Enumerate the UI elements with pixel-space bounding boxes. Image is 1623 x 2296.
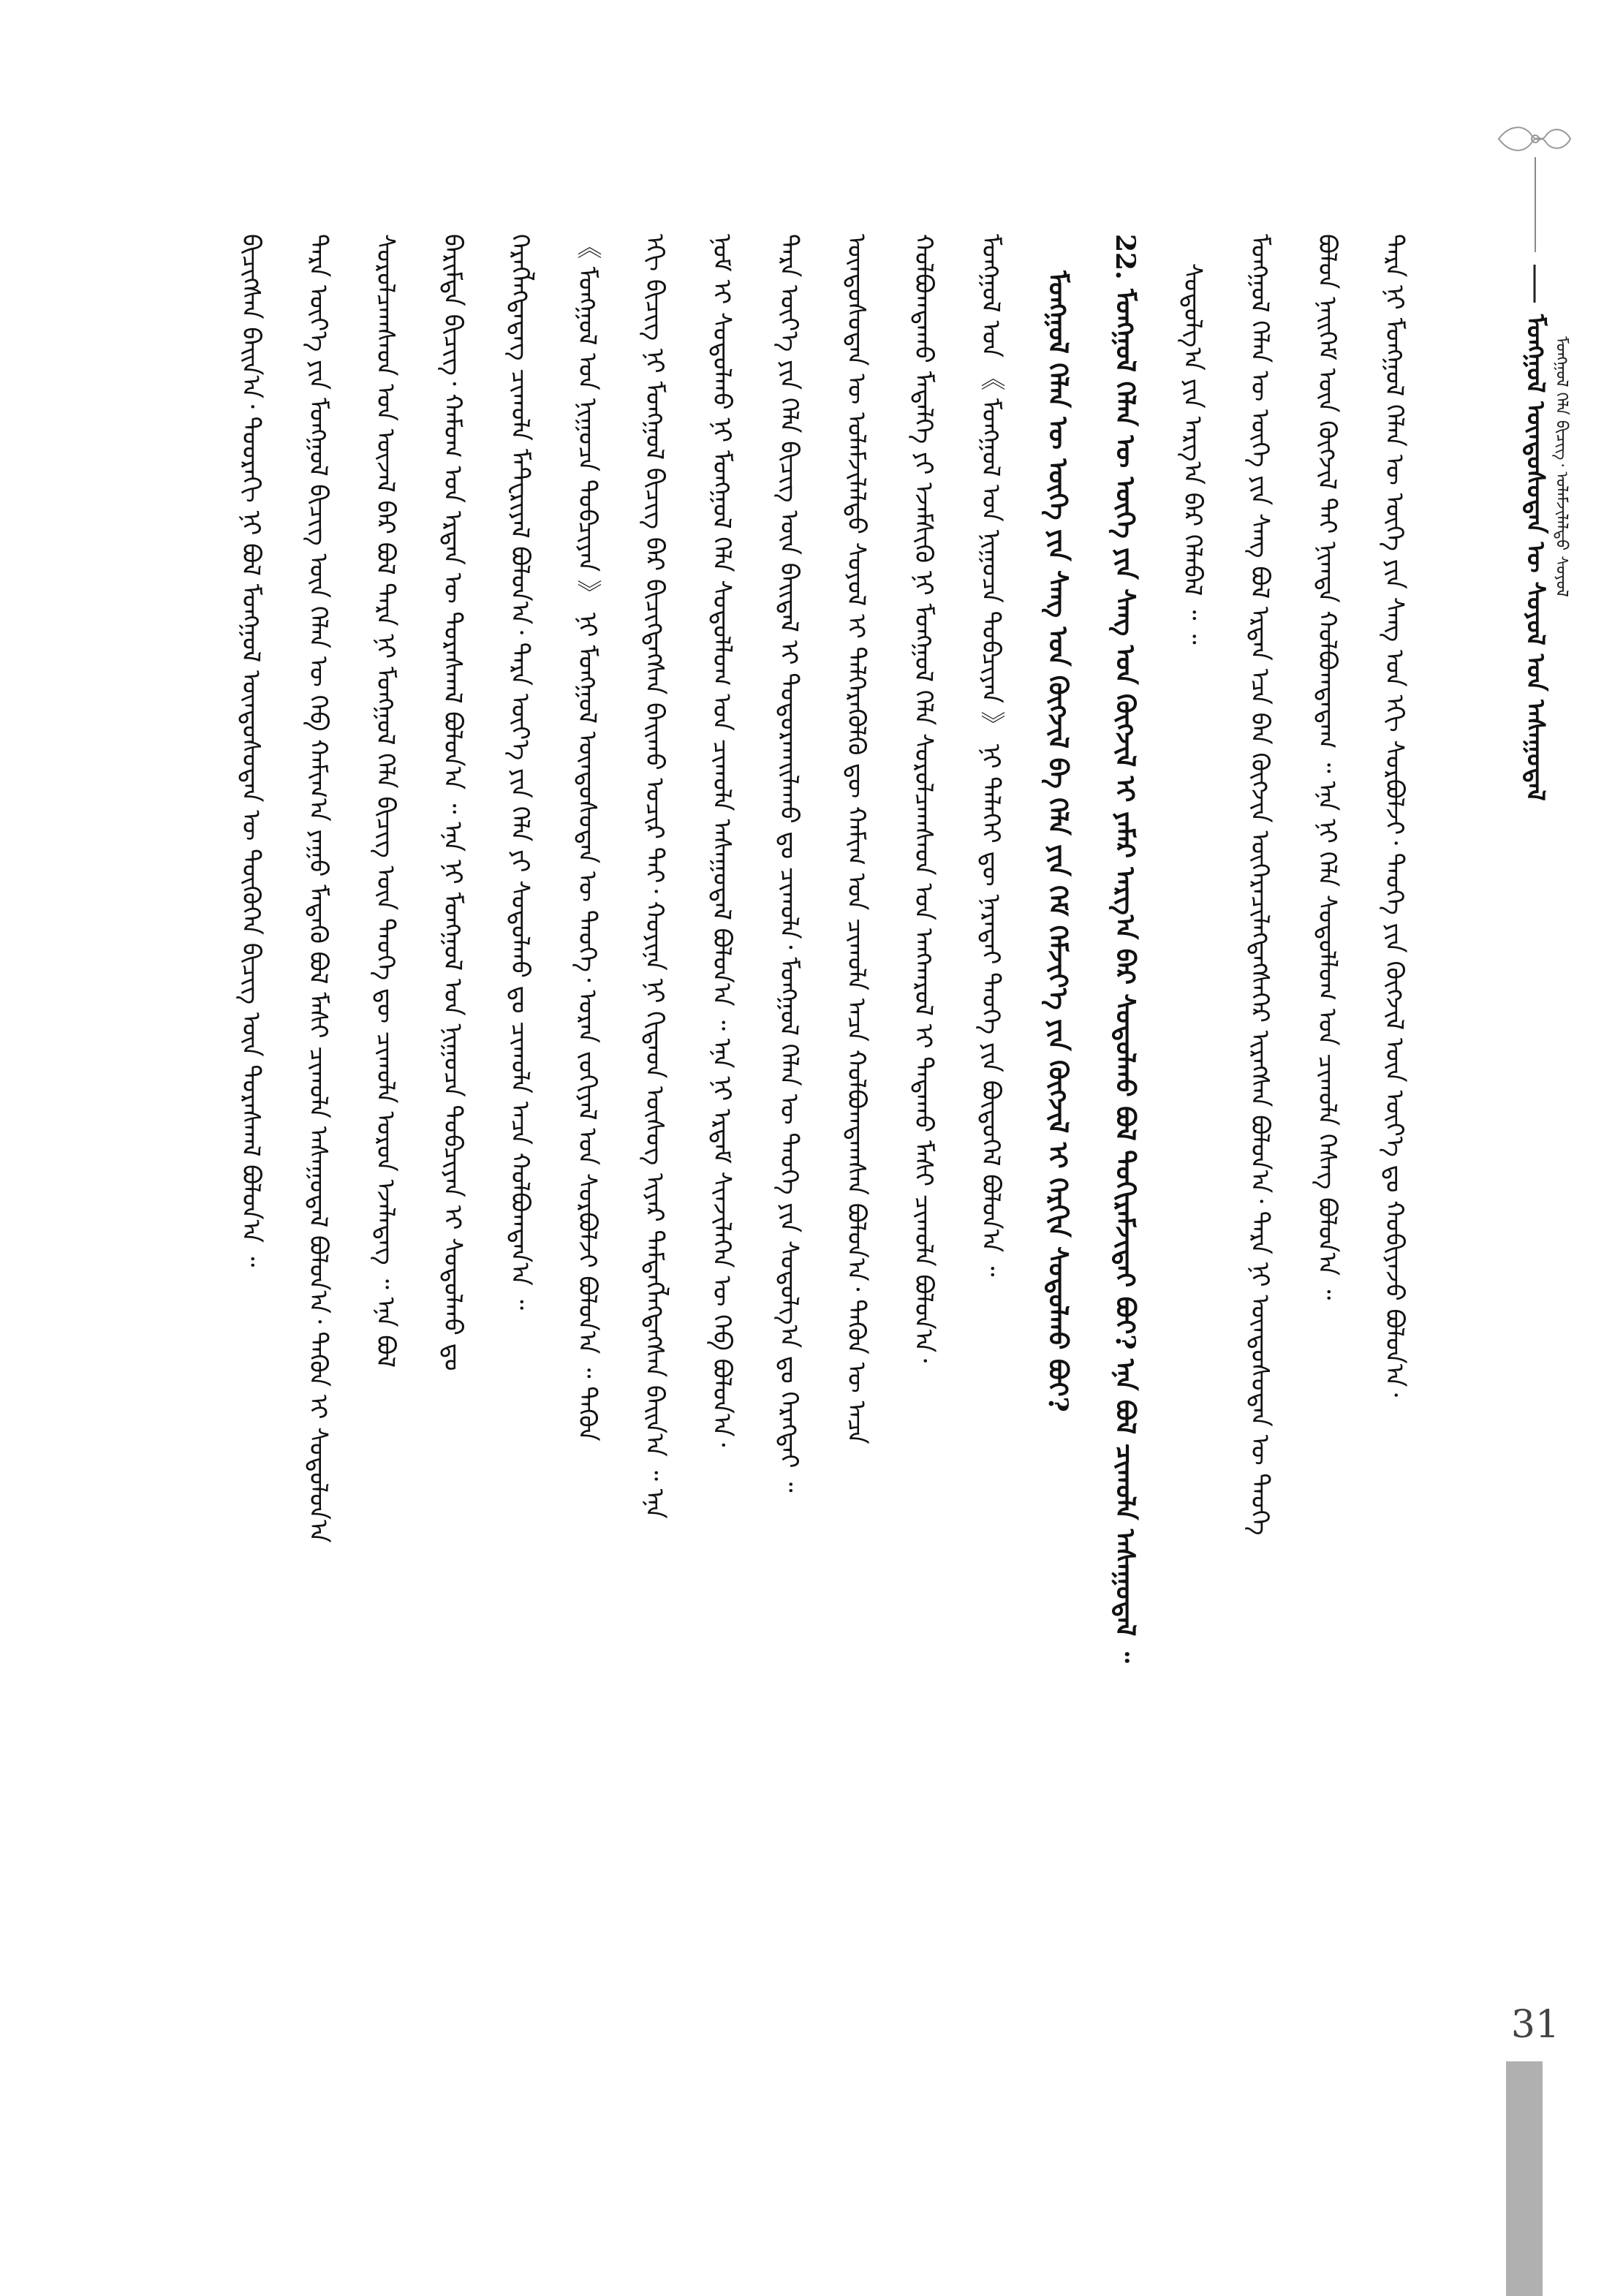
text-column: ᠲᠡᠷᠡ ᠨᠢ ᠮᠣᠩᠭᠣᠯ ᠬᠡᠯᠡᠨ ᠦ ᠦᠭᠡ ᠶᠢᠨ ᠰᠠᠩ ᠤᠨ ᠡᠬᠢ ᠰᠤᠷᠪᠤᠯᠵᠢ᠂ ᠲᠡᠦᠬᠡ ᠶᠢᠨ ᠬᠦᠭᠵᠢᠯ ᠦᠨ ᠦᠶ᠎ᠡ ᠳᠤ ᠬᠤᠪᠢᠶᠠᠵᠤ ᠪᠣᠯᠤᠨ᠎ᠠ᠂ bbox=[1380, 234, 1409, 1398]
text-column: ᠲᠡᠷᠡ ᠦᠶ᠎ᠡ ᠶᠢᠨ ᠬᠡᠯᠡ ᠪᠢᠴᠢᠭ ᠦᠨ ᠪᠠᠢᠳᠠᠯ ᠢ ᠲᠣᠳᠣᠷᠬᠠᠢᠯᠠᠬᠤ ᠳᠤ ᠴᠢᠬᠤᠯᠠ᠂ ᠮᠣᠩᠭᠣᠯ ᠬᠡᠯᠡᠨ ᠦ ᠲᠡᠦᠬᠡ ᠶᠢᠨ ᠰᠤᠳᠤᠯᠭ᠎ᠠ ᠳᠤ ᠬᠡᠷᠡᠭᠲᠡᠢ ᠃ bbox=[774, 234, 803, 1493]
text-column: ᠮᠣᠩᠭᠣᠯ ᠤᠨ 《 ᠮᠣᠩᠭᠣᠯ ᠤᠨ ᠨᠢᠭᠤᠴᠠ ᠲᠣᠪᠴᠢᠶᠠᠨ 》 ᠨᠢ ᠳᠡᠯᠡᠬᠡᠢ ᠳᠦ ᠨᠡᠷᠡᠲᠡᠢ ᠲᠡᠦᠬᠡ ᠶᠢᠨ ᠪᠦᠲᠦᠭᠡᠯ ᠪᠣᠯᠤᠨ᠎ᠠ ᠃ bbox=[976, 234, 1005, 1277]
text-column: ᠪᠢᠴᠢᠭᠰᠡᠨ ᠪᠠᠢᠨ᠎ᠠ᠂ ᠳᠣᠣᠷᠠᠬᠢ ᠨᠢ ᠪᠣᠯ ᠮᠣᠩᠭᠣᠯ ᠦᠨᠳᠦᠰᠦᠲᠡᠨ ᠦ ᠲᠦᠭᠦᠬᠡᠨ ᠪᠢᠴᠢᠭ ᠦᠨ ᠳᠤᠷᠠᠰᠬᠠᠯ ᠪᠣᠯᠤᠨ᠎ᠠ ᠃ bbox=[236, 234, 265, 1268]
header-dash bbox=[1529, 262, 1540, 306]
page-edge-tab bbox=[1506, 2061, 1543, 2296]
body-text bbox=[234, 234, 1448, 2061]
question-heading: ᠮᠣᠩᠭᠣᠯ ᠬᠡᠯᠡᠨ ᠦ ᠦᠭᠡ ᠶᠢᠨ ᠰᠠᠩ ᠤᠨ ᠬᠦᠭᠵᠢᠯ ᠪᠠ ᠬᠡᠯᠡ ᠶᠢᠨ ᠬᠡᠮ ᠬᠡᠮᠵᠢᠶ᠎ᠡ ᠶᠢᠨ ᠬᠦᠭᠵᠢᠯ ᠢ ᠬᠡᠷᠬᠢᠨ ᠰᠤᠳᠤᠯᠬᠤ ᠪᠤᠢ? bbox=[1043, 270, 1073, 1412]
running-header-subtitle: ᠮᠣᠩᠭᠣᠯ ᠬᠡᠯᠡ ᠪᠢᠴᠢᠭ᠂ ᠤᠯᠠᠮᠵᠢᠯᠠᠯᠲᠤ ᠰᠣᠶᠣᠯ bbox=[1552, 336, 1570, 597]
text-column: ᠮᠣᠩᠭᠣᠯ ᠬᠡᠯᠡᠨ ᠦ ᠦᠭᠡ ᠶᠢᠨ ᠰᠠᠩ ᠪᠣᠯ ᠡᠷᠲᠡᠨ ᠡᠴᠡ ᠪᠠᠨ ᠬᠦᠭᠵᠢᠨ ᠥᠭᠡᠷᠡᠴᠢᠯᠡᠭᠳᠡᠭᠰᠡᠭᠡᠷ ᠢᠷᠡᠭᠰᠡᠨ ᠪᠣᠯᠤᠨ᠎ᠠ᠂ ᠲᠡᠷᠡ ᠨᠢ ᠦᠨᠳᠦᠰᠦᠲᠡᠨ ᠦ ᠲᠡᠦᠬᠡ bbox=[1245, 234, 1274, 1536]
text-column: 《 ᠮᠣᠩᠭᠣᠯ ᠤᠨ ᠨᠢᠭᠤᠴᠠ ᠲᠣᠪᠴᠢᠶᠠᠨ 》 ᠨᠢ ᠮᠣᠩᠭᠣᠯ ᠦᠨᠳᠦᠰᠦᠲᠡᠨ ᠦ ᠲᠡᠦᠬᠡ᠂ ᠤᠷᠠᠨ ᠵᠣᠬᠢᠶᠠᠯ ᠤᠨ ᠰᠣᠷᠪᠣᠯᠵᠢ ᠪᠣᠯᠤᠨ᠎ᠠ ᠃ ᠲᠡᠭᠦᠨ bbox=[572, 234, 602, 1441]
text-column: ᠡᠬᠢ ᠪᠢᠴᠢᠭ ᠨᠢ ᠮᠣᠩᠭᠣᠯ ᠪᠢᠴᠢᠭ ᠪᠠᠷ ᠪᠢᠴᠢᠭᠳᠡᠭᠰᠡᠨ ᠪᠠᠢᠬᠤ ᠤᠴᠢᠷ ᠲᠠᠢ᠂ ᠬᠣᠶᠢᠨᠠ ᠨᠢ ᠬᠢᠲᠠᠳ ᠦᠰᠦᠭ ᠢᠶᠡᠷ ᠲᠡᠮᠳᠡᠭᠯᠡᠭᠳᠡᠭᠰᠡᠨ ᠪᠠᠢᠨ᠎ᠠ ᠃ ᠡᠨᠡ bbox=[640, 234, 669, 1519]
header-rule bbox=[1535, 157, 1536, 252]
ornament-icon bbox=[1491, 117, 1579, 161]
running-header-title: ᠮᠣᠩᠭᠣᠯ ᠦᠨᠳᠦᠰᠦᠲᠡᠨ ᠦ ᠰᠣᠶᠣᠯ ᠤᠨ ᠠᠰᠠᠭᠤᠳᠠᠯ bbox=[1521, 314, 1550, 801]
text-column: ᠬᠡᠷᠡᠭᠯᠡᠭᠳᠡᠳᠡᠭ ᠴᠢᠬᠤᠯᠠ ᠮᠠᠲ᠋ᠸᠷᠢᠶᠠᠯ ᠪᠣᠯᠤᠨ᠎ᠠ᠂ ᠲᠡᠷᠡ ᠦᠶ᠎ᠡ ᠶᠢᠨ ᠬᠡᠯᠡ ᠶᠢ ᠰᠤᠳᠤᠯᠬᠤ ᠳᠤ ᠴᠢᠬᠤᠯᠠ ᠠᠴᠠ ᠬᠣᠯᠪᠣᠭᠳᠠᠨ᠎ᠠ ᠃ bbox=[505, 234, 534, 1311]
text-column: ᠪᠠᠷᠢᠮᠲᠠ ᠪᠢᠴᠢᠭ᠂ ᠬᠠᠮᠤᠭ ᠤᠨ ᠡᠷᠲᠡᠨ ᠦ ᠳᠤᠷᠠᠰᠬᠠᠯ ᠪᠣᠯᠤᠨ᠎ᠠ ᠃ ᠡᠨᠡ ᠨᠢ ᠮᠣᠩᠭᠣᠯ ᠤᠨ ᠨᠢᠭᠤᠴᠠ ᠲᠣᠪᠴᠢᠶᠠᠨ ᠢ ᠰᠤᠳᠤᠯᠬᠤ ᠳᠤ bbox=[438, 234, 467, 1371]
text-column: ᠨᠣᠮ ᠢ ᠰᠤᠳᠤᠯᠬᠤ ᠨᠢ ᠮᠣᠩᠭᠣᠯ ᠬᠡᠯᠡ ᠰᠤᠳᠤᠯᠯᠤᠭ ᠤᠨ ᠴᠢᠬᠤᠯᠠ ᠠᠰᠠᠭᠤᠳᠠᠯ ᠪᠣᠯᠤᠨ᠎ᠠ ᠃ ᠡᠨᠡ ᠨᠢ ᠡᠷᠳᠡᠮ ᠰᠢᠨᠵᠢᠯᠡᠭᠡᠨ ᠦ ᠬᠡᠪ ᠪᠣᠯᠤᠨ᠎ᠠ᠂ bbox=[707, 234, 736, 1447]
page-number: 31 bbox=[1510, 2003, 1560, 2047]
text-column: ᠪᠣᠯᠤᠨ ᠨᠡᠢᠭᠡᠮ ᠦᠨ ᠬᠦᠭᠵᠢᠯ ᠲᠡᠢ ᠨᠢᠭᠲᠠ ᠬᠣᠯᠪᠣᠭᠳᠠᠳᠠᠭ ᠃ ᠡᠨᠡ ᠨᠢ ᠬᠡᠯᠡ ᠰᠤᠳᠤᠯᠯᠤᠭ ᠤᠨ ᠴᠢᠬᠤᠯᠠ ᠬᠡᠰᠡᠭ ᠪᠣᠯᠤᠨ᠎ᠠ ᠃ bbox=[1312, 234, 1342, 1300]
text-column: ᠰᠤᠷᠤᠯᠴᠠᠭᠰᠠᠳ ᠤᠨ ᠦᠵᠡᠯ ᠪᠠᠷ ᠪᠣᠯ ᠲᠡᠷᠡ ᠨᠢ ᠮᠣᠩᠭᠣᠯ ᠬᠡᠯᠡ ᠪᠢᠴᠢᠭ ᠦᠨ ᠲᠡᠦᠬᠡ ᠳᠦ ᠴᠢᠬᠤᠯᠠ ᠣᠷᠣᠨ ᠡᠵᠡᠯᠡᠳᠡᠭ ᠃ ᠡᠨᠡ ᠪᠣᠯ bbox=[371, 234, 400, 1368]
text-column: ᠲᠡᠷᠡ ᠦᠶ᠎ᠡ ᠶᠢᠨ ᠮᠣᠩᠭᠣᠯ ᠪᠢᠴᠢᠭ ᠦᠨ ᠬᠡᠯᠡᠨ ᠦ ᠬᠡᠪ ᠬᠠᠮᠢᠭ᠎ᠠ ᠶᠠᠭᠤ ᠮᠡᠳᠡᠬᠦ ᠪᠣᠯ ᠮᠠᠰᠢ ᠴᠢᠬᠤᠯᠠ ᠠᠰᠠᠭᠤᠳᠠᠯ ᠪᠣᠯᠤᠨ᠎ᠠ᠂ ᠲᠡᠭᠦᠨ ᠢ ᠰᠤᠳᠤᠯᠤᠨ᠎ᠠ bbox=[303, 234, 333, 1543]
text-column: ᠦᠨᠳᠦᠰᠦᠲᠡᠨ ᠦ ᠤᠯᠠᠮᠵᠢᠯᠠᠯᠲᠤ ᠰᠣᠶᠣᠯ ᠢ ᠳᠡᠯᠭᠡᠷᠡᠭᠦᠯᠬᠦ ᠳᠦ ᠬᠠᠮᠢᠭ ᠤᠨ ᠴᠢᠬᠤᠯᠠ ᠠᠴᠠ ᠬᠣᠯᠪᠣᠭᠳᠠᠭᠰᠠᠨ ᠪᠣᠯᠤᠨ᠎ᠠ᠂ ᠲᠡᠭᠦᠨ ᠦ ᠠᠴᠠ bbox=[841, 234, 871, 1444]
text-column: ᠰᠤᠳᠤᠯᠭ᠎ᠠ ᠶᠢᠨ ᠠᠷᠭ᠎ᠠ ᠪᠠᠷ ᠬᠡᠯᠡᠪᠡᠯ ᠃ ᠃ bbox=[1178, 263, 1207, 645]
question-heading: 22. ᠮᠣᠩᠭᠣᠯ ᠬᠡᠯᠡᠨ ᠦ ᠦᠭᠡ ᠶᠢᠨ ᠰᠠᠩ ᠤᠨ ᠬᠦᠭᠵᠢᠯ ᠢ ᠶᠠᠮᠠᠷ ᠠᠷᠭ᠎ᠠ ᠪᠠᠷ ᠰᠤᠳᠤᠯᠬᠤ ᠪᠣᠯ ᠲᠣᠬᠢᠷᠠᠮᠵᠢᠲᠠᠢ ᠪᠤᠢ? ᠡᠨᠡ ᠪᠣᠯ ᠴᠢᠬᠤᠯᠠ ᠠᠰᠠᠭᠤᠳᠠᠯ ᠃ bbox=[1110, 234, 1140, 1663]
text-column: ᠬᠣᠯᠪᠣᠭᠳᠠᠬᠤ ᠮᠡᠳᠡᠯᠭᠡ ᠶᠢ ᠡᠵᠡᠮᠰᠢᠬᠦ ᠨᠢ ᠮᠣᠩᠭᠣᠯ ᠬᠡᠯᠡ ᠰᠤᠷᠤᠯᠴᠠᠭᠰᠠᠳ ᠤᠨ ᠠᠩᠬᠠᠷᠤᠯ ᠢ ᠲᠠᠲᠠᠬᠤ ᠮᠠᠰᠢ ᠴᠢᠬᠤᠯᠠ ᠪᠣᠯᠤᠨ᠎ᠠ᠂ bbox=[909, 234, 938, 1363]
